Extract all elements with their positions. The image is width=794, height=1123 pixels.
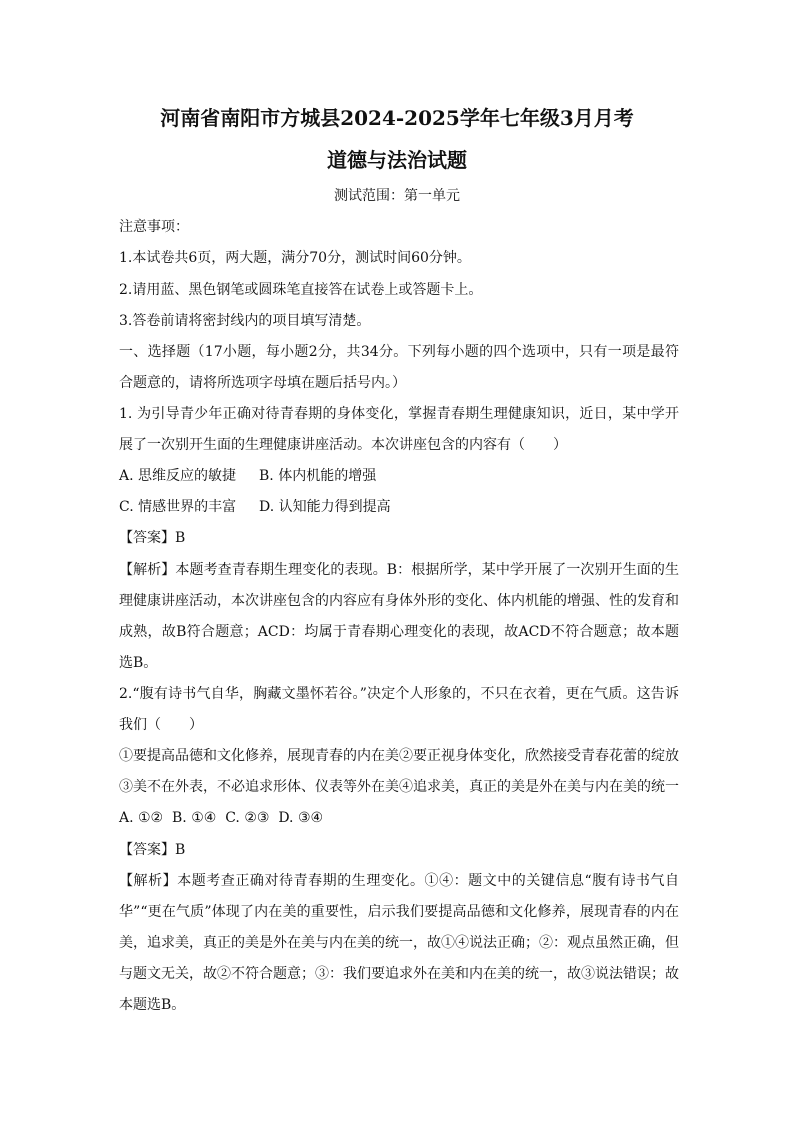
- notice-item-2: 2.请用蓝、黑色钢笔或圆珠笔直接答在试卷上或答题卡上。: [119, 282, 483, 298]
- test-scope: 测试范围：第一单元: [334, 188, 460, 204]
- q1-option-a: A. 思维反应的敏捷: [119, 468, 237, 484]
- q2-stem: 2.“腹有诗书气自华，胸藏文墨怀若谷。”决定个人形象的，不只在衣着，更在气质。这告诉: [119, 686, 679, 702]
- q2-statements: ①要提高品德和文化修养，展现青春的内在美②要正视身体变化，欣然接受青春花蕾的绽放: [119, 748, 679, 764]
- q2-statements-cont: ③美不在外表，不必追求形体、仪表等外在美④追求美，真正的美是外在美与内在美的统一: [119, 779, 679, 795]
- q1-stem: 1. 为引导青少年正确对待青春期的身体变化，掌握青春期生理健康知识，近日，某中学开: [119, 406, 679, 422]
- notice-item-1: 1.本试卷共6页，两大题，满分70分，测试时间60分钟。: [119, 250, 471, 266]
- q1-stem-cont: 展了一次别开生面的生理健康讲座活动。本次讲座包含的内容有（ ）: [119, 437, 567, 453]
- q1-options-row-1: [119, 466, 679, 486]
- section1-intro: 一、选择题（17小题，每小题2分，共34分。下列每小题的四个选项中，只有一项是最符: [119, 344, 679, 360]
- q2-stem-cont: 我们（ ）: [119, 717, 203, 733]
- q2-analysis-cont: 本题选B。: [119, 997, 186, 1013]
- q1-option-b: B. 体内机能的增强: [259, 468, 377, 484]
- q2-analysis: 【解析】本题考查正确对待青春期的生理变化。①④：题文中的关键信息“腹有诗书气自: [119, 873, 679, 889]
- q1-analysis-cont: 理健康讲座活动，本次讲座包含的内容应有身体外形的变化、体内机能的增强、性的发育和: [119, 593, 679, 609]
- q1-analysis-cont: 选B。: [119, 655, 158, 671]
- q2-analysis-cont: 与题文无关，故②不符合题意；③：我们要追求外在美和内在美的统一，故③说法错误；故: [119, 966, 679, 982]
- q1-options-row-2: [119, 497, 679, 517]
- q1-option-c: C. 情感世界的丰富: [119, 499, 237, 515]
- q2-analysis-cont: 美，追求美，真正的美是外在美与内在美的统一，故①④说法正确；②：观点虽然正确，但: [119, 935, 679, 951]
- q1-option-d: D. 认知能力得到提高: [259, 499, 391, 515]
- exam-title: 河南省南阳市方城县2024-2025学年七年级3月月考: [160, 106, 634, 130]
- q1-answer: 【答案】B: [119, 530, 186, 546]
- q1-analysis: 【解析】本题考查青春期生理变化的表现。B：根据所学，某中学开展了一次别开生面的生: [119, 562, 679, 578]
- q2-answer: 【答案】B: [119, 842, 186, 858]
- section1-intro-cont: 合题意的，请将所选项字母填在题后括号内。）: [119, 375, 406, 391]
- notice-heading: 注意事项：: [119, 219, 189, 235]
- q2-analysis-cont: 华”“更在气质”体现了内在美的重要性，启示我们要提高品德和文化修养，展现青春的内在: [119, 904, 679, 920]
- notice-item-3: 3.答卷前请将密封线内的项目填写清楚。: [119, 313, 371, 329]
- q1-analysis-cont: 成熟，故B符合题意；ACD：均属于青春期心理变化的表现，故ACD不符合题意；故本题: [119, 624, 679, 640]
- exam-subject-title: 道德与法治试题: [327, 148, 467, 172]
- q2-options: A. ①② B. ①④ C. ②③ D. ③④: [119, 810, 324, 826]
